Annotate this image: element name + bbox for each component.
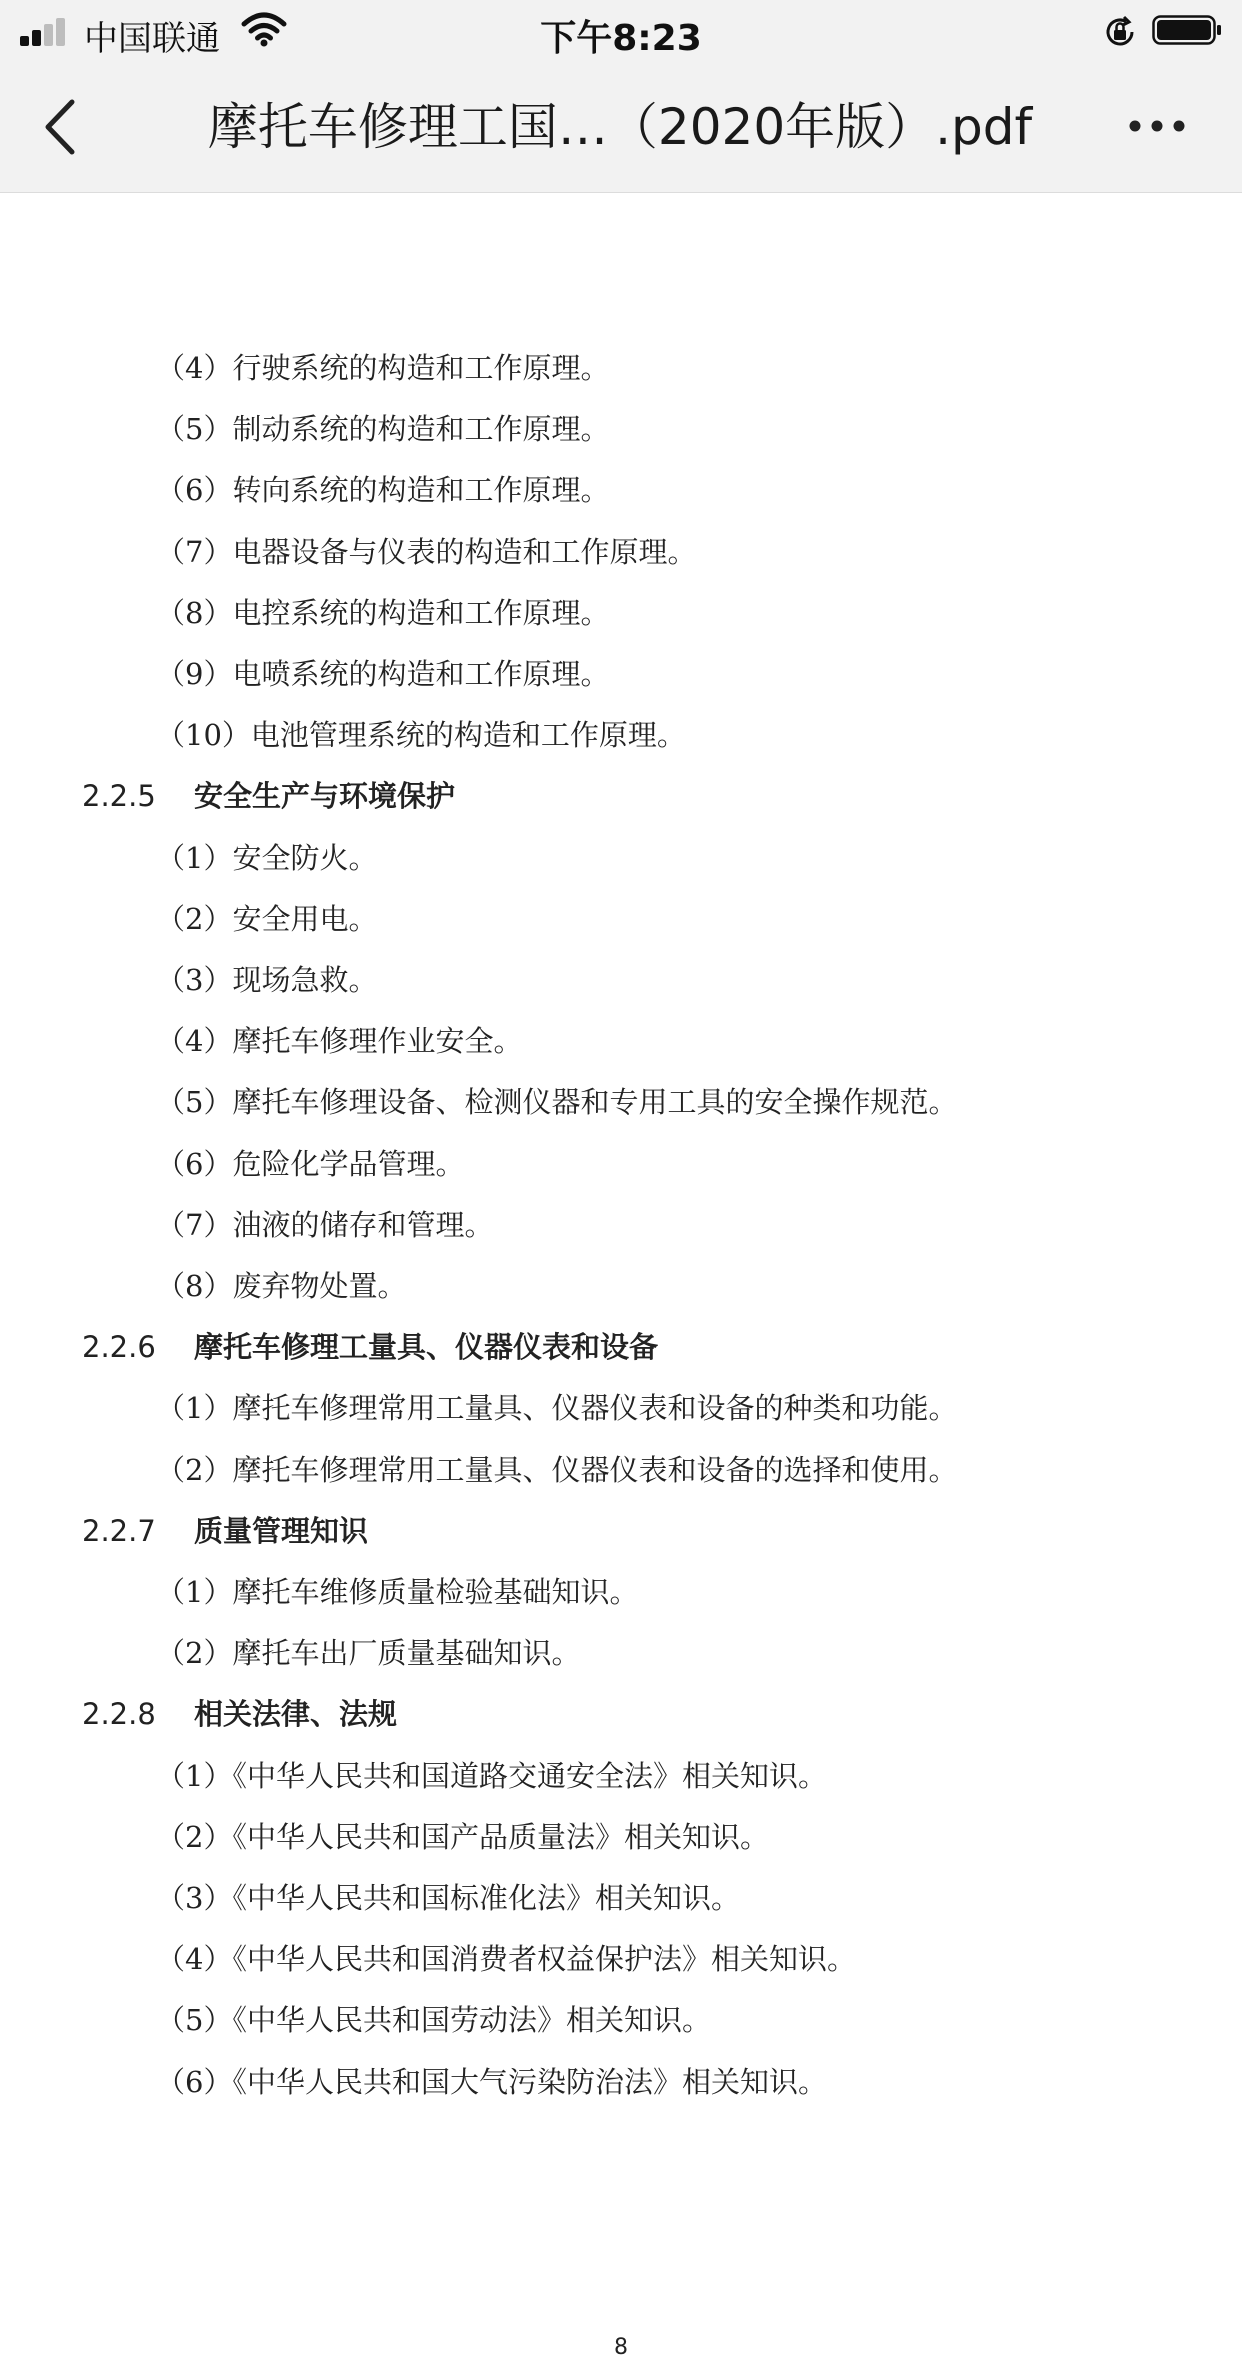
list-item: （7）电器设备与仪表的构造和工作原理。 xyxy=(156,535,697,569)
status-time: 下午8:23 xyxy=(540,18,702,59)
chevron-left-icon[interactable] xyxy=(34,94,94,160)
pdf-page xyxy=(0,193,1242,2360)
section-title: 相关法律、法规 xyxy=(194,1697,398,1731)
list-item: （1）摩托车维修质量检验基础知识。 xyxy=(156,1575,639,1609)
status-bar xyxy=(0,0,1242,62)
section-heading xyxy=(82,1694,397,1734)
page-number: 8 xyxy=(614,2335,628,2360)
list-item: （6）转向系统的构造和工作原理。 xyxy=(156,473,610,507)
list-item: （4）行驶系统的构造和工作原理。 xyxy=(156,351,610,385)
section-number: 2.2.5 xyxy=(82,779,156,813)
section-number: 2.2.8 xyxy=(82,1697,156,1731)
list-item: （10）电池管理系统的构造和工作原理。 xyxy=(156,718,686,752)
section-heading xyxy=(82,1327,658,1367)
list-item: （6）危险化学品管理。 xyxy=(156,1147,465,1181)
rotation-lock-icon xyxy=(1102,14,1138,50)
list-item: （1）安全防火。 xyxy=(156,841,378,875)
list-item: （2）安全用电。 xyxy=(156,902,378,936)
more-icon[interactable] xyxy=(1126,106,1188,146)
list-item: （8）电控系统的构造和工作原理。 xyxy=(156,596,610,630)
section-heading xyxy=(82,1511,368,1551)
carrier-name: 中国联通 xyxy=(84,19,220,59)
list-item: （5）《中华人民共和国劳动法》相关知识。 xyxy=(156,2003,711,2037)
list-item: （1）摩托车修理常用工量具、仪器仪表和设备的种类和功能。 xyxy=(156,1391,958,1425)
list-item: （9）电喷系统的构造和工作原理。 xyxy=(156,657,610,691)
section-title: 质量管理知识 xyxy=(194,1514,369,1548)
battery-icon xyxy=(1152,15,1222,45)
list-item: （3）现场急救。 xyxy=(156,963,378,997)
section-number: 2.2.6 xyxy=(82,1330,156,1364)
list-item: （6）《中华人民共和国大气污染防治法》相关知识。 xyxy=(156,2065,827,2099)
section-title: 安全生产与环境保护 xyxy=(194,779,456,813)
section-heading xyxy=(82,776,455,816)
section-number: 2.2.7 xyxy=(82,1514,156,1548)
document-title: 摩托车修理工国…（2020年版）.pdf xyxy=(207,98,1033,156)
list-item: （4）《中华人民共和国消费者权益保护法》相关知识。 xyxy=(156,1942,856,1976)
list-item: （1）《中华人民共和国道路交通安全法》相关知识。 xyxy=(156,1759,827,1793)
list-item: （2）《中华人民共和国产品质量法》相关知识。 xyxy=(156,1820,769,1854)
nav-bar xyxy=(0,62,1242,193)
list-item: （2）摩托车修理常用工量具、仪器仪表和设备的选择和使用。 xyxy=(156,1453,958,1487)
list-item: （4）摩托车修理作业安全。 xyxy=(156,1024,523,1058)
list-item: （5）制动系统的构造和工作原理。 xyxy=(156,412,610,446)
section-title: 摩托车修理工量具、仪器仪表和设备 xyxy=(194,1330,659,1364)
list-item: （2）摩托车出厂质量基础知识。 xyxy=(156,1636,581,1670)
list-item: （8）废弃物处置。 xyxy=(156,1269,407,1303)
list-item: （3）《中华人民共和国标准化法》相关知识。 xyxy=(156,1881,740,1915)
list-item: （7）油液的储存和管理。 xyxy=(156,1208,494,1242)
list-item: （5）摩托车修理设备、检测仪器和专用工具的安全操作规范。 xyxy=(156,1085,958,1119)
